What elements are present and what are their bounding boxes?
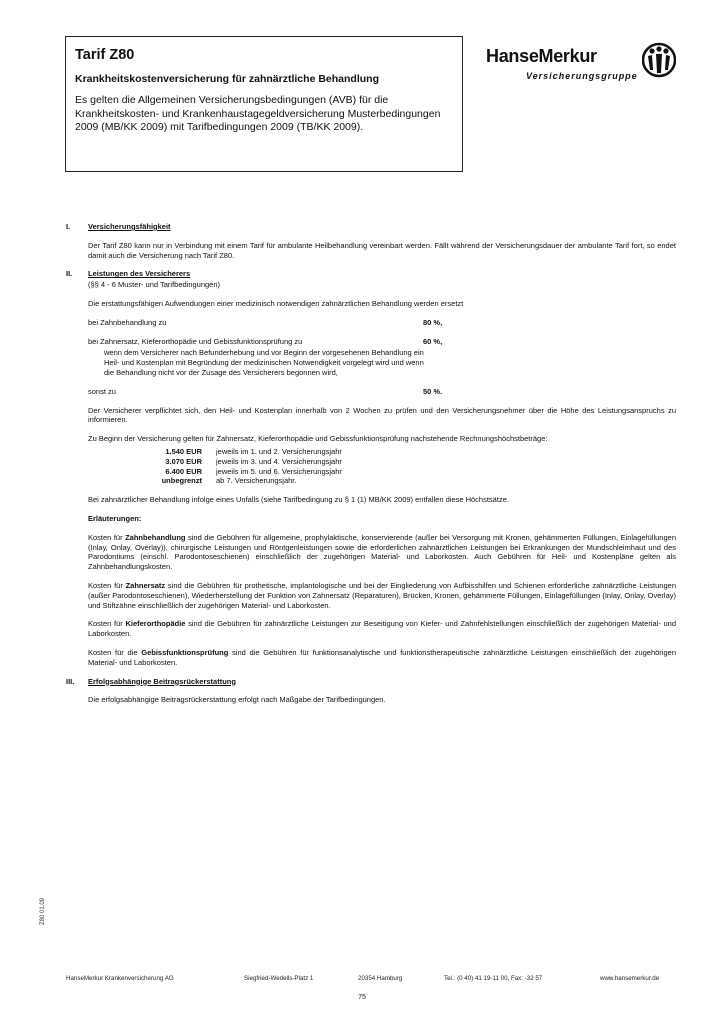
explanation-text: sind die Gebühren für funktionsanalytische und funktionstherapeutische zahnärztliche Leistungen einschließlich der zugehörigen Material- und Laborkosten.: [88, 647, 676, 667]
company-logo: [482, 40, 682, 92]
rate-value: 80 %,: [423, 317, 443, 327]
tariff-title: Tarif Z80: [75, 47, 135, 63]
footer-phone: Tel.: (0 40) 41 19-11 00, Fax: -32 57: [444, 975, 543, 982]
limit-amount: 6.400 EUR: [165, 466, 202, 476]
paragraph: Zu Beginn der Versicherung gelten für Zahnersatz, Kieferorthopädie und Gebissfunktionsprüfung nachstehende Rechnungshöchstbeträge:: [88, 434, 548, 444]
page-number: 75: [358, 994, 366, 1001]
limit-amount: 3.070 EUR: [165, 456, 202, 466]
explanation-text: sind die Gebühren für allgemeine, prophylaktische, konservierende (außer bei Versorgung mit Kronen, gehämmerten Füllungen, Einlagefüllungen (Inlay, Onlay, Overlay)), chirurgische Leistungen und Röntgenleistungen sowie die erforderlichen zahnärztlichen Leistungen bei Erkrankungen der Mundschleimhaut und des Parodontiums (einschl. Parodontoseschienen) einschließlich der zugehörigen Material- und Laborkosten. Auch Gebühren für Heil- und Kostenpläne gelten als Zahnbehandlungskosten.: [88, 532, 676, 572]
footer-city: 20354 Hamburg: [358, 975, 403, 982]
tariff-conditions-text: Es gelten die Allgemeinen Versicherungsbedingungen (AVB) für die Krankheitskosten- und Krankenhaustagegeldversicherung Musterbedingungen 2009 (MB/KK 2009) mit Tarifbedingungen 2009 (TB/KK 2009).: [75, 94, 441, 133]
family-figures-icon: [642, 40, 676, 80]
section-heading-2: [66, 269, 676, 279]
paragraph: Die erfolgsabhängige Beitragsrückerstattung erfolgt nach Maßgabe der Tarifbedingungen.: [88, 695, 386, 705]
explanation-prefix: Kosten für die: [88, 647, 142, 657]
section-number: I.: [66, 222, 71, 231]
explanation-paragraph: [88, 619, 676, 639]
explanations-heading: Erläuterungen:: [88, 513, 142, 523]
section-title: Versicherungsfähigkeit: [88, 222, 171, 231]
limits-table: [132, 447, 676, 486]
section-subtitle: (§§ 4 - 6 Muster- und Tarifbedingungen): [88, 280, 221, 290]
limit-desc: ab 7. Versicherungsjahr.: [216, 476, 297, 486]
section-title: Leistungen des Versicherers: [88, 269, 191, 279]
section-number: II.: [66, 269, 73, 279]
explanation-prefix: Kosten für: [88, 580, 126, 590]
logo-name: HanseMerkur: [486, 46, 597, 66]
explanation-paragraph: [88, 581, 676, 610]
limit-amount: unbegrenzt: [161, 476, 202, 486]
limit-row: [132, 457, 676, 467]
rate-row: [88, 387, 676, 397]
paragraph: Die erstattungsfähigen Aufwendungen einer medizinisch notwendigen zahnärztlichen Behandlung werden ersetzt: [88, 298, 464, 308]
rate-row: [88, 337, 676, 347]
rate-label: sonst zu: [88, 386, 116, 396]
tariff-title-box: [65, 36, 463, 172]
explanation-paragraph: [88, 533, 676, 572]
explanation-term: Zahnbehandlung: [125, 532, 186, 542]
section-heading-3: [66, 677, 676, 687]
section-heading-1: [66, 222, 676, 232]
explanation-term: Zahnersatz: [125, 580, 166, 590]
limit-desc: jeweils im 5. und 6. Versicherungsjahr: [216, 466, 342, 476]
paragraph: Bei zahnärztlicher Behandlung infolge eines Unfalls (siehe Tarifbedingung zu § 1 (1) MB/KK 2009) entfallen diese Höchstsätze.: [88, 495, 509, 505]
rate-value: 50 %.: [423, 386, 443, 396]
paragraph: Der Tarif Z80 kann nur in Verbindung mit einem Tarif für ambulante Heilbehandlung vereinbart werden. Fällt während der Versicherungsdauer der ambulante Tarif fort, so endet damit auch die Versicherung nach Tarif Z80.: [88, 240, 676, 260]
document-body: [66, 222, 676, 714]
rate-value: 60 %,: [423, 336, 443, 346]
explanation-text: sind die Gebühren für prothetische, implantologische und bei der Eingliederung von Aufbisshilfen und Schienen erforderliche zahnärztliche Leistungen (außer Parodontoseschienen), Wiederherstellung der Funktion von Zahnersatz (Reparaturen), Brücken, Kronen, gehämmerte Füllungen, Einlagefüllungen (Inlay, Onlay, Overlay) und Stiftzähne einschließlich der zugehörigen Material- und Laborkosten.: [88, 580, 676, 610]
rate-label: bei Zahnbehandlung zu: [88, 317, 167, 327]
explanation-prefix: Kosten für: [88, 532, 126, 542]
explanation-term: Gebissfunktionsprüfung: [141, 647, 229, 657]
limit-row: [132, 447, 676, 457]
paragraph: Der Versicherer verpflichtet sich, den Heil- und Kostenplan innerhalb von 2 Wochen zu prüfen und den Versicherungsnehmer über die Höhe des Leistungsanspruchs zu informieren.: [88, 405, 676, 425]
limit-row: [132, 467, 676, 477]
explanation-text: sind die Gebühren für zahnärztliche Leistungen zur Beseitigung von Kiefer- und Zahnfehlstellungen einschließlich der zugehörigen Material- und Laborkosten.: [88, 619, 676, 639]
limit-desc: jeweils im 3. und 4. Versicherungsjahr: [216, 456, 342, 466]
section-number: III.: [66, 676, 75, 686]
footer-street: Siegfried-Wedells-Platz 1: [244, 975, 314, 982]
explanation-prefix: Kosten für: [88, 619, 126, 629]
rate-label: bei Zahnersatz, Kieferorthopädie und Gebissfunktionsprüfung zu: [88, 336, 303, 346]
limit-row: [132, 476, 676, 486]
rate-row: [88, 318, 676, 328]
explanation-paragraph: [88, 648, 676, 668]
rate-note: wenn dem Versicherer nach Befunderhebung und vor Beginn der vorgesehenen Behandlung ein Heil- und Kostenplan mit Begründung der medizinischen Notwendigkeit vorgelegt wird und wenn die Behandlung nicht vor der Zusage des Versicherers begonnen wird,: [104, 348, 424, 377]
footer-website[interactable]: www.hansemerkur.de: [600, 975, 660, 982]
limit-desc: jeweils im 1. und 2. Versicherungsjahr: [216, 446, 342, 456]
footer-company: HanseMerkur Krankenversicherung AG: [66, 975, 174, 982]
form-code: Z80 01.09: [40, 897, 46, 925]
logo-tagline: Versicherungsgruppe: [526, 71, 638, 81]
limit-amount: 1.540 EUR: [165, 446, 202, 456]
explanation-term: Kieferorthopädie: [125, 619, 186, 629]
section-title: Erfolgsabhängige Beitragsrückerstattung: [88, 676, 236, 686]
tariff-subtitle: Krankheitskostenversicherung für zahnärztliche Behandlung: [75, 73, 379, 85]
